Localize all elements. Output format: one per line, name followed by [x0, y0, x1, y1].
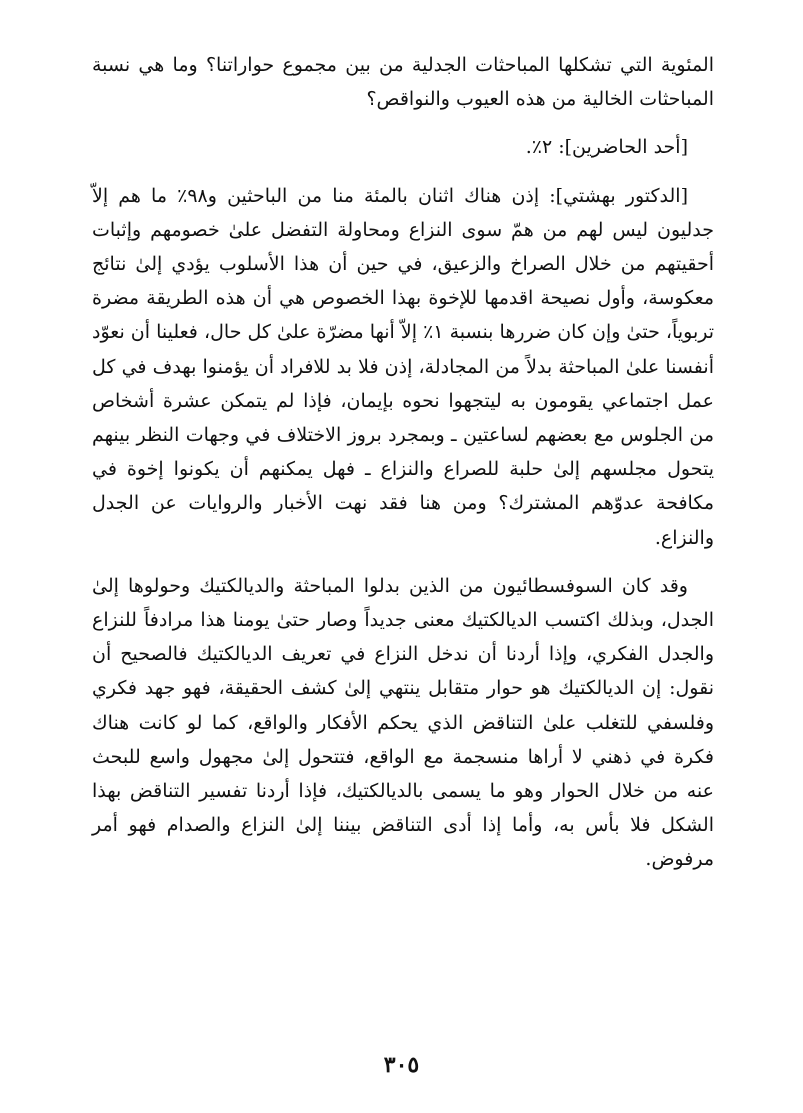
- paragraph-beheshti-reply: [الدكتور بهشتي]: إذن هناك اثنان بالمئة منا من الباحثين و٩٨٪ ما هم إلاّ جدليون ليس لهم من همّ سوى النزاع ومحاولة التفضل علىٰ خصومهم وإثبات أحقيتهم من خلال الصراخ والزعيق، في حين أن هذا الأسلوب يؤدي إلىٰ نتائج معكوسة، وأول نصيحة اقدمها للإخوة بهذا الخصوص هي أن هذه الطريقة مضرة تربوياً، حتىٰ وإن كان ضررها بنسبة ١٪ إلاّ أنها مضرّة علىٰ كل حال، فعلينا أن نعوّد أنفسنا علىٰ المباحثة بدلاً من المجادلة، إذن فلا بد للافراد أن يؤمنوا بهدف في كل عمل اجتماعي يقومون به ليتجهوا نحوه بإيمان، فإذا لم يتمكن عشرة أشخاص من الجلوس مع بعضهم لساعتين ـ وبمجرد بروز الاختلاف في وجهات النظر بينهم يتحول مجلسهم إلىٰ حلبة للصراع والنزاع ـ فهل يمكنهم أن يكونوا إخوة في مكافحة عدوّهم المشترك؟ ومن هنا فقد نهت الأخبار والروايات عن الجدل والنزاع.: [92, 184, 714, 549]
- paragraph-attendee-reply: [أحد الحاضرين]: ٢٪.: [525, 136, 688, 159]
- page-body: [92, 48, 714, 877]
- paragraph-sophists: وقد كان السوفسطائيون من الذين بدلوا المباحثة والديالكتيك وحولوها إلىٰ الجدل، وبذلك اكتسب الديالكتيك معنى جديداً وصار حتىٰ يومنا هذا مرادفاً للنزاع والجدل الفكري، وإذا أردنا أن ندخل النزاع في تعريف الديالكتيك فالصحيح أن نقول: إن الديالكتيك هو حوار متقابل ينتهي إلىٰ كشف الحقيقة، فهو جهد فكري وفلسفي للتغلب علىٰ التناقض الذي يحكم الأفكار والواقع، كما لو كانت هناك فكرة في ذهني لا أراها منسجمة مع الواقع، فتتحول إلىٰ مجهول واسع للبحث عنه من خلال الحوار وهو ما يسمى بالديالكتيك، فإذا أردنا تفسير التناقض بهذا الشكل فلا بأس به، وأما إذا أدى التناقض بيننا إلىٰ النزاع والصدام فهو أمر مرفوض.: [92, 574, 714, 871]
- paragraph-continuation: المئوية التي تشكلها المباحثات الجدلية من بين مجموع حواراتنا؟ وما هي نسبة المباحثات الخالية من هذه العيوب والنواقص؟: [92, 54, 714, 111]
- page-number: ٣٠٥: [383, 1052, 420, 1078]
